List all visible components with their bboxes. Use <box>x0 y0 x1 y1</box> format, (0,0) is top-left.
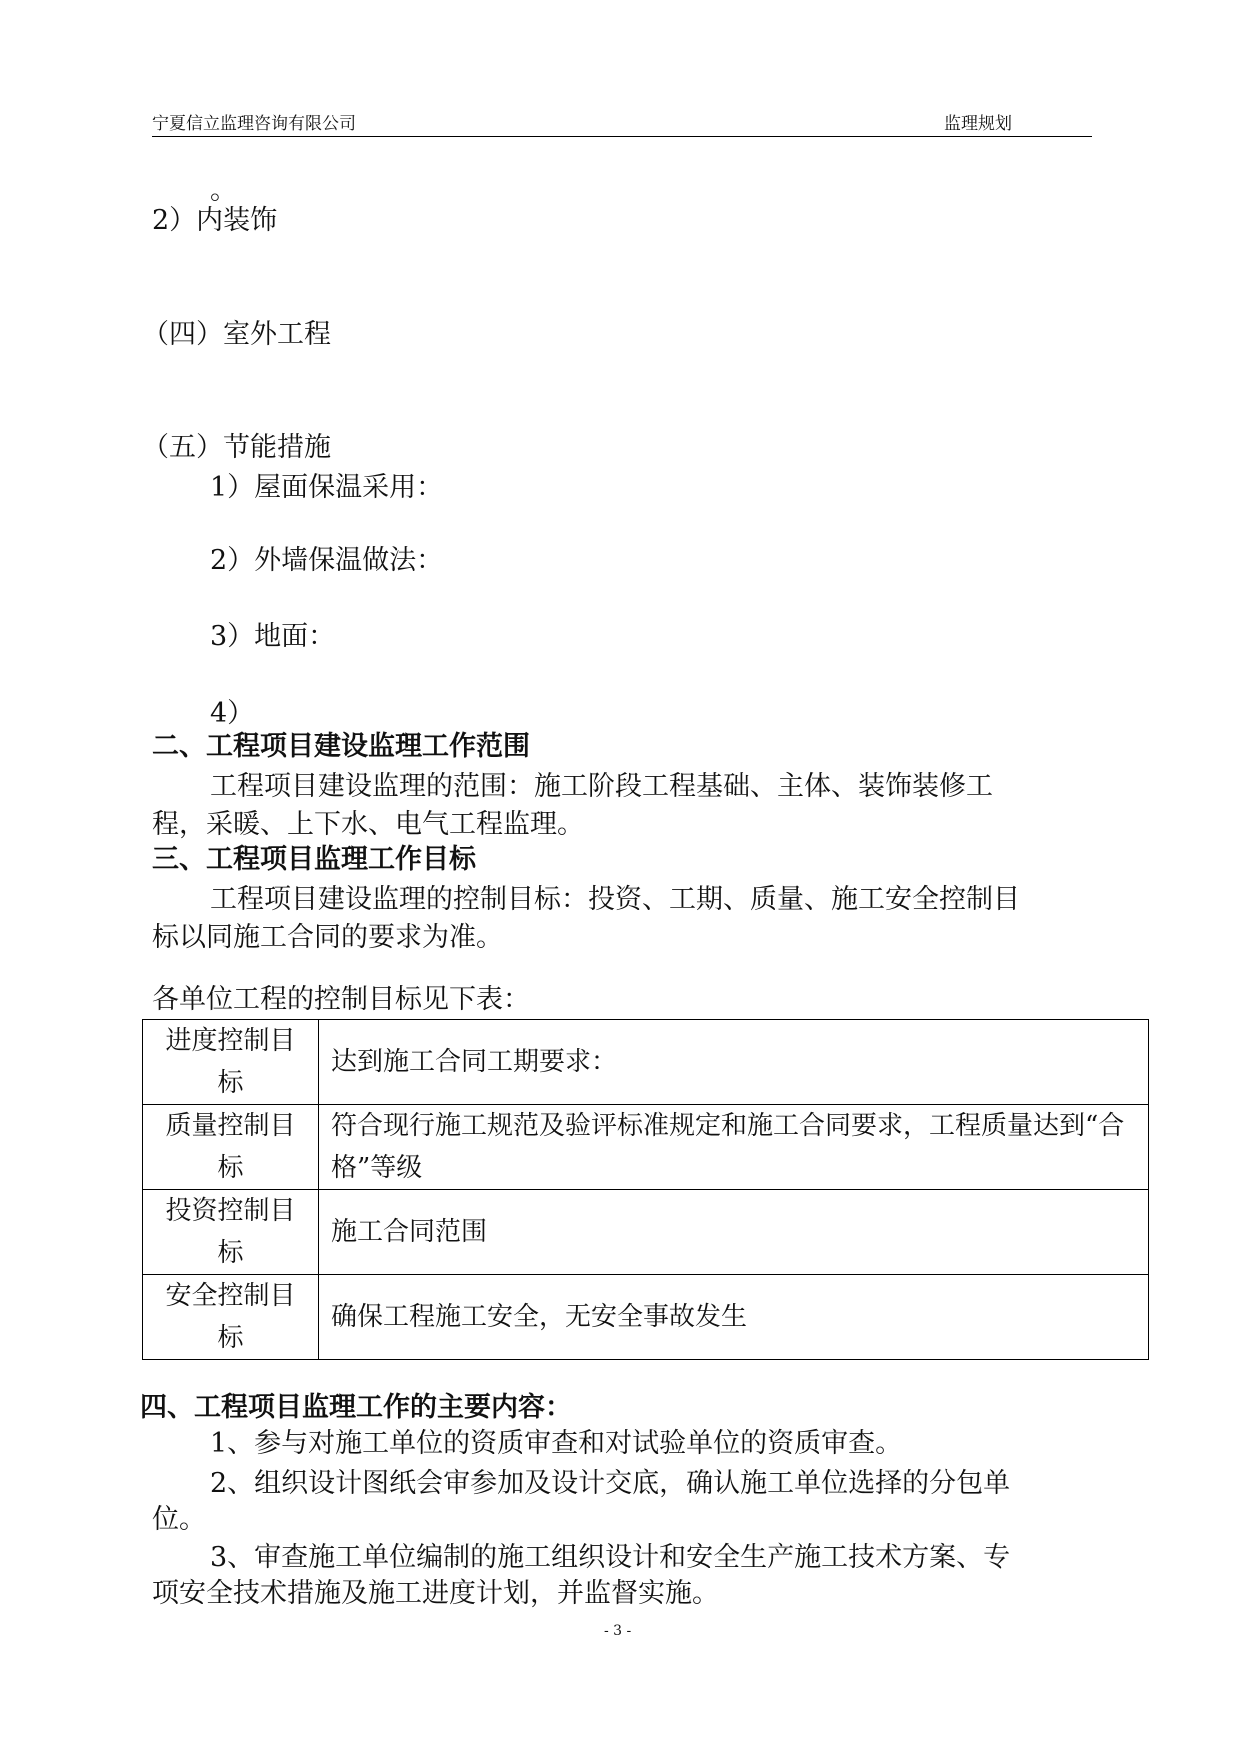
goal-value: 符合现行施工规范及验评标准规定和施工合同要求，工程质量达到“合格”等级 <box>319 1105 1149 1190</box>
section-4-item-1: 1、参与对施工单位的资质审查和对试验单位的资质审查。 <box>210 1428 903 1459</box>
section-2-paragraph-line2: 程，采暖、上下水、电气工程监理。 <box>152 809 584 840</box>
goal-label-cell <box>143 1105 319 1190</box>
goal-label-cell <box>143 1275 319 1360</box>
section-4-item-2-line1: 2、组织设计图纸会审参加及设计交底，确认施工单位选择的分包单 <box>210 1468 1011 1499</box>
section-4-item-2-line2: 位。 <box>152 1504 206 1535</box>
goal-label: 安全控制目标 <box>165 1281 296 1353</box>
goal-label: 投资控制目标 <box>165 1196 296 1268</box>
section-2-heading: 二、工程项目建设监理工作范围 <box>152 731 530 762</box>
goal-value: 达到施工合同工期要求： <box>319 1020 1149 1105</box>
company-name: 宁夏信立监理咨询有限公司 <box>152 114 356 134</box>
goal-value: 确保工程施工安全，无安全事故发生 <box>319 1275 1149 1360</box>
section-2-paragraph-line1: 工程项目建设监理的范围：施工阶段工程基础、主体、装饰装修工 <box>210 771 993 802</box>
section-3-paragraph-line2: 标以同施工合同的要求为准。 <box>152 922 503 953</box>
section-4-item-3-line1: 3、审查施工单位编制的施工组织设计和安全生产施工技术方案、专 <box>210 1542 1011 1573</box>
page-number: - 3 - <box>604 1623 632 1639</box>
outdoor-heading: （四）室外工程 <box>142 319 331 350</box>
interior-heading: 2）内装饰 <box>152 205 278 236</box>
goal-label-cell <box>143 1020 319 1105</box>
section-3-heading: 三、工程项目监理工作目标 <box>152 844 476 875</box>
document-title: 监理规划 <box>944 114 1012 134</box>
goal-value: 施工合同范围 <box>319 1190 1149 1275</box>
control-goals-table <box>142 1019 1149 1360</box>
goal-label-cell <box>143 1190 319 1275</box>
stray-mark: 。 <box>210 175 237 206</box>
energy-heading: （五）节能措施 <box>142 432 331 463</box>
table-row <box>143 1020 1149 1105</box>
section-4-item-3-line2: 项安全技术措施及施工进度计划，并监督实施。 <box>152 1578 719 1609</box>
header-rule <box>152 136 1092 137</box>
energy-item-2: 2）外墙保温做法： <box>210 545 444 576</box>
goal-label: 质量控制目标 <box>165 1111 296 1183</box>
goal-label: 进度控制目标 <box>165 1026 296 1098</box>
energy-item-1: 1）屋面保温采用： <box>210 472 444 503</box>
table-row <box>143 1275 1149 1360</box>
energy-item-4: 4） <box>210 698 255 729</box>
section-4-heading: 四、工程项目监理工作的主要内容： <box>140 1392 572 1423</box>
table-intro: 各单位工程的控制目标见下表： <box>152 984 530 1015</box>
table-row <box>143 1105 1149 1190</box>
energy-item-3: 3）地面： <box>210 621 336 652</box>
section-3-paragraph-line1: 工程项目建设监理的控制目标：投资、工期、质量、施工安全控制目 <box>210 884 1020 915</box>
table-row <box>143 1190 1149 1275</box>
